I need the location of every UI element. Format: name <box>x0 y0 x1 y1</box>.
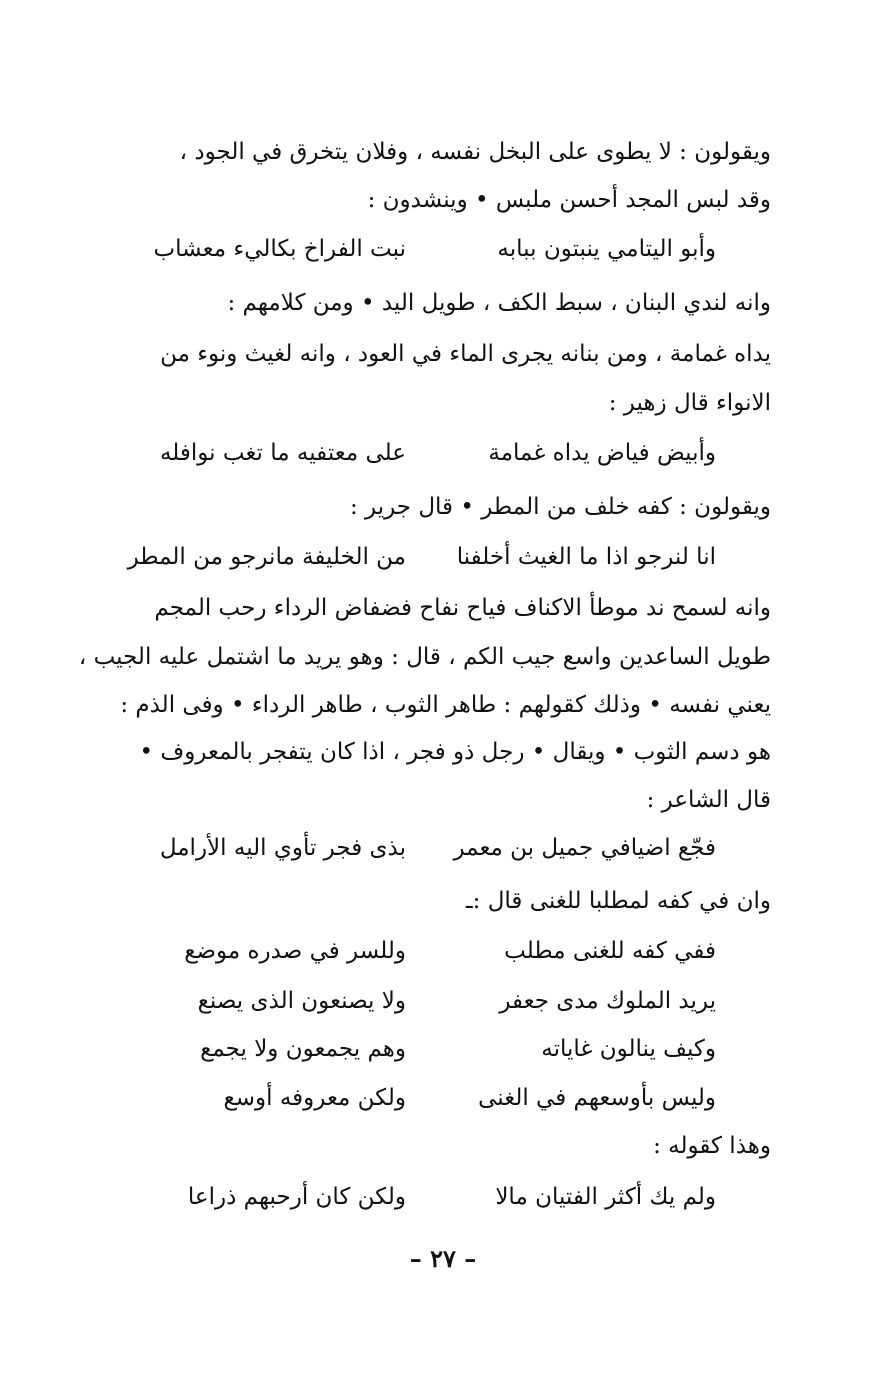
verse-7-second-hemistich: وهم يجمعون ولا يجمع <box>200 1036 406 1062</box>
verse-6-first-hemistich: يريد الملوك مدى جعفر <box>499 988 716 1014</box>
verse-5-first-hemistich: ففي كفه للغنى مطلب <box>504 938 716 964</box>
prose-line-4: يداه غمامة ، ومن بنانه يجرى الماء في العود ، وانه لغيث ونوء من <box>160 341 771 367</box>
prose-line-13: وهذا كقوله : <box>653 1133 771 1159</box>
verse-1-first-hemistich: وأبو اليتامي ينبتون ببابه <box>497 236 716 262</box>
verse-4-first-hemistich: فجّع اضيافي جميل بن معمر <box>453 835 716 861</box>
verse-7 <box>156 1032 716 1066</box>
verse-3 <box>127 540 716 574</box>
verse-8-second-hemistich: ولكن معروفه أوسع <box>223 1085 406 1111</box>
verse-9-second-hemistich: ولكن كان أرحبهم ذراعا <box>187 1184 406 1210</box>
verse-6 <box>156 984 716 1018</box>
verse-8 <box>156 1081 716 1115</box>
verse-3-second-hemistich: من الخليفة مانرجو من المطر <box>127 544 406 570</box>
prose-line-3: وانه لندي البنان ، سبط الكف ، طويل اليد • ومن كلامهم : <box>227 290 771 316</box>
prose-line-1: ويقولون : لا يطوى على البخل نفسه ، وفلان يتخرق في الجود ، <box>179 139 771 165</box>
verse-9 <box>156 1180 716 1214</box>
prose-line-12: وان في كفه لمطلبا للغنى قال :ـ <box>465 888 771 914</box>
prose-line-6: ويقولون : كفه خلف من المطر • قال جرير : <box>349 494 771 520</box>
prose-line-7: وانه لسمح ند موطأ الاكناف فياح نفاح فضفاض الرداء رحب المجم <box>154 595 771 621</box>
verse-4-second-hemistich: بذى فجر تأوي اليه الأرامل <box>159 835 406 861</box>
verse-2 <box>156 436 716 470</box>
verse-2-first-hemistich: وأبيض فياض يداه غمامة <box>488 440 716 466</box>
verse-5 <box>156 934 716 968</box>
prose-line-5: الانواء قال زهير : <box>608 390 771 416</box>
verse-8-first-hemistich: وليس بأوسعهم في الغنى <box>478 1085 716 1111</box>
prose-line-11: قال الشاعر : <box>646 787 771 813</box>
verse-4 <box>156 831 716 865</box>
verse-1-second-hemistich: نبت الفراخ بكاليء معشاب <box>153 236 406 262</box>
prose-line-8: طويل الساعدين واسع جيب الكم ، قال : وهو يريد ما اشتمل عليه الجيب ، <box>78 644 771 670</box>
verse-9-first-hemistich: ولم يك أكثر الفتيان مالا <box>495 1184 716 1210</box>
verse-5-second-hemistich: وللسر في صدره موضع <box>184 938 406 964</box>
verse-6-second-hemistich: ولا يصنعون الذى يصنع <box>197 988 406 1014</box>
prose-line-2: وقد لبس المجد أحسن ملبس • وينشدون : <box>367 187 771 213</box>
prose-line-9: يعني نفسه • وذلك كقولهم : طاهر الثوب ، طاهر الرداء • وفى الذم : <box>120 692 771 718</box>
verse-3-first-hemistich: انا لنرجو اذا ما الغيث أخلفنا <box>456 544 716 570</box>
verse-1 <box>153 232 716 266</box>
verse-2-second-hemistich: على معتفيه ما تغب نوافله <box>159 440 406 466</box>
page-number: – ٢٧ – <box>409 1244 477 1273</box>
prose-line-10: هو دسم الثوب • ويقال • رجل ذو فجر ، اذا كان يتفجر بالمعروف • <box>139 739 771 765</box>
verse-7-first-hemistich: وكيف ينالون غاياته <box>541 1036 716 1062</box>
